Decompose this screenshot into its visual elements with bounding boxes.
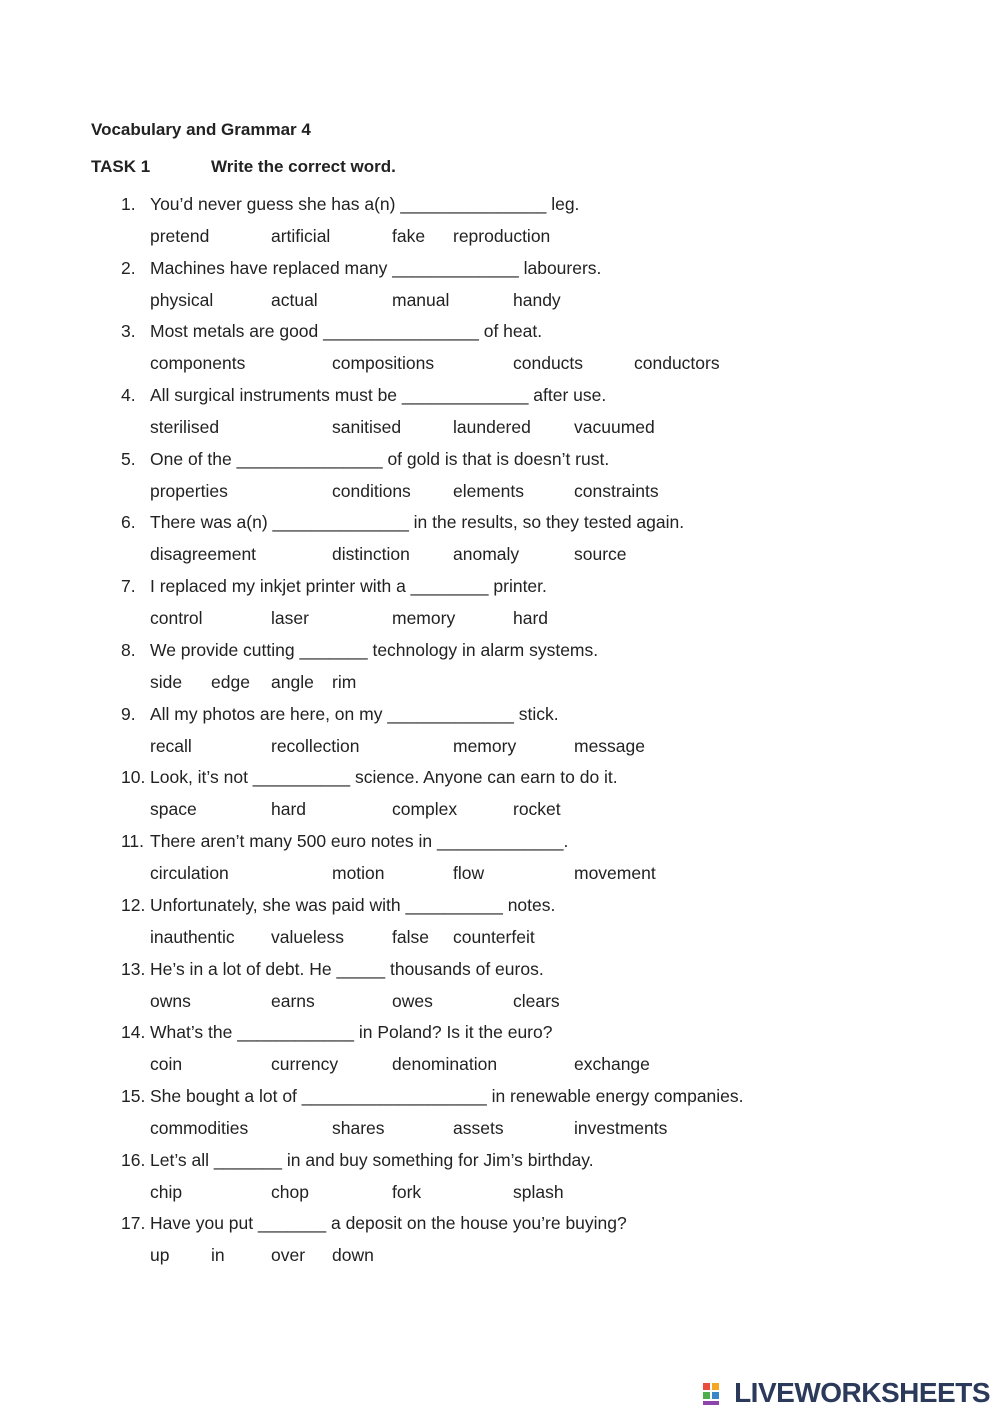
option-word: motion [332, 863, 385, 883]
question-line [121, 766, 618, 788]
option-word: recollection [271, 736, 360, 756]
question-line [121, 830, 569, 852]
option-word: clears [513, 991, 560, 1011]
question-number: 1. [121, 194, 136, 214]
option-word: recall [150, 736, 192, 756]
question-line [121, 257, 602, 279]
option-word: control [150, 608, 203, 628]
liveworksheets-logo [702, 1377, 990, 1409]
option-word: angle [271, 672, 314, 692]
task-instruction: Write the correct word. [211, 157, 396, 176]
option-word: splash [513, 1182, 564, 1202]
question-line [121, 320, 543, 342]
option-word: exchange [574, 1054, 650, 1074]
task-label: TASK 1 [91, 157, 151, 176]
question-number: 11. [121, 831, 145, 851]
option-word: in [211, 1245, 225, 1265]
option-word: artificial [271, 226, 331, 246]
question-text: She bought a lot of ___________________ in renewable energy companies. [150, 1086, 744, 1106]
question-number: 4. [121, 385, 136, 405]
option-word: compositions [332, 353, 435, 373]
question-text: We provide cutting _______ technology in alarm systems. [150, 640, 599, 660]
question-text: I replaced my inkjet printer with a ________ printer. [150, 576, 547, 596]
question-text: Machines have replaced many _____________ labourers. [150, 258, 602, 278]
question-line [121, 1085, 744, 1107]
option-word: reproduction [453, 226, 551, 246]
option-word: distinction [332, 544, 410, 564]
question-number: 3. [121, 321, 136, 341]
option-word: message [574, 736, 646, 756]
option-word: pretend [150, 226, 210, 246]
question-number: 7. [121, 576, 136, 596]
question-text: Unfortunately, she was paid with __________ notes. [150, 895, 556, 915]
option-word: flow [453, 863, 485, 883]
option-word: actual [271, 290, 318, 310]
task-header [91, 157, 396, 177]
question-text: All surgical instruments must be _____________ after use. [150, 385, 607, 405]
option-word: physical [150, 290, 214, 310]
option-word: investments [574, 1118, 668, 1138]
option-word: earns [271, 991, 315, 1011]
option-word: conductors [634, 353, 720, 373]
question-line [121, 894, 556, 916]
liveworksheets-logo-icon [702, 1379, 730, 1407]
option-word: hard [513, 608, 549, 628]
question-text: He’s in a lot of debt. He _____ thousands of euros. [150, 959, 544, 979]
option-word: chip [150, 1182, 183, 1202]
option-word: manual [392, 290, 450, 310]
question-line [121, 1021, 553, 1043]
option-word: commodities [150, 1118, 249, 1138]
option-word: properties [150, 481, 228, 501]
option-word: components [150, 353, 246, 373]
option-word: source [574, 544, 627, 564]
option-word: disagreement [150, 544, 257, 564]
option-word: shares [332, 1118, 385, 1138]
option-word: complex [392, 799, 458, 819]
question-number: 6. [121, 512, 136, 532]
question-line [121, 703, 559, 725]
option-word: space [150, 799, 197, 819]
question-text: There was a(n) ______________ in the results, so they tested again. [150, 512, 685, 532]
option-word: over [271, 1245, 306, 1265]
option-word: laundered [453, 417, 531, 437]
option-word: conducts [513, 353, 584, 373]
option-word: memory [453, 736, 517, 756]
option-word: rocket [513, 799, 561, 819]
question-text: All my photos are here, on my _____________ stick. [150, 704, 559, 724]
option-word: up [150, 1245, 170, 1265]
question-line [121, 1212, 627, 1234]
option-word: assets [453, 1118, 504, 1138]
option-word: laser [271, 608, 309, 628]
question-number: 16. [121, 1150, 146, 1170]
option-word: chop [271, 1182, 309, 1202]
option-word: sanitised [332, 417, 402, 437]
option-word: counterfeit [453, 927, 535, 947]
page-heading: Vocabulary and Grammar 4 [91, 120, 311, 139]
option-word: elements [453, 481, 525, 501]
question-line [121, 448, 610, 470]
question-text: There aren’t many 500 euro notes in _____________. [150, 831, 569, 851]
question-text: What’s the ____________ in Poland? Is it the euro? [150, 1022, 553, 1042]
question-line [121, 511, 685, 533]
option-word: constraints [574, 481, 659, 501]
option-word: handy [513, 290, 561, 310]
question-text: Let’s all _______ in and buy something for Jim’s birthday. [150, 1150, 594, 1170]
option-word: inauthentic [150, 927, 235, 947]
question-number: 13. [121, 959, 146, 979]
option-word: denomination [392, 1054, 498, 1074]
question-number: 9. [121, 704, 136, 724]
question-text: Most metals are good ________________ of heat. [150, 321, 543, 341]
question-number: 14. [121, 1022, 146, 1042]
option-word: fork [392, 1182, 422, 1202]
question-number: 15. [121, 1086, 146, 1106]
question-text: You’d never guess she has a(n) _______________ leg. [150, 194, 580, 214]
question-text: Have you put _______ a deposit on the house you’re buying? [150, 1213, 627, 1233]
question-number: 12. [121, 895, 146, 915]
option-word: fake [392, 226, 426, 246]
option-word: owns [150, 991, 191, 1011]
question-line [121, 1149, 594, 1171]
option-word: false [392, 927, 429, 947]
option-word: owes [392, 991, 433, 1011]
option-word: side [150, 672, 183, 692]
question-number: 2. [121, 258, 136, 278]
option-word: valueless [271, 927, 344, 947]
option-word: anomaly [453, 544, 520, 564]
option-word: vacuumed [574, 417, 655, 437]
question-line [121, 575, 547, 597]
option-word: coin [150, 1054, 183, 1074]
liveworksheets-logo-text: LIVEWORKSHEETS [734, 1377, 990, 1408]
option-word: down [332, 1245, 374, 1265]
option-word: rim [332, 672, 357, 692]
question-line [121, 193, 580, 215]
question-line [121, 639, 599, 661]
option-word: movement [574, 863, 656, 883]
question-number: 17. [121, 1213, 146, 1233]
question-text: Look, it’s not __________ science. Anyone can earn to do it. [150, 767, 618, 787]
question-line [121, 384, 607, 406]
option-word: circulation [150, 863, 229, 883]
question-number: 8. [121, 640, 136, 660]
option-word: memory [392, 608, 456, 628]
question-number: 10. [121, 767, 146, 787]
option-word: edge [211, 672, 250, 692]
option-word: sterilised [150, 417, 220, 437]
question-number: 5. [121, 449, 136, 469]
option-word: hard [271, 799, 307, 819]
question-line [121, 958, 544, 980]
option-word: currency [271, 1054, 339, 1074]
question-text: One of the _______________ of gold is that is doesn’t rust. [150, 449, 610, 469]
option-word: conditions [332, 481, 411, 501]
